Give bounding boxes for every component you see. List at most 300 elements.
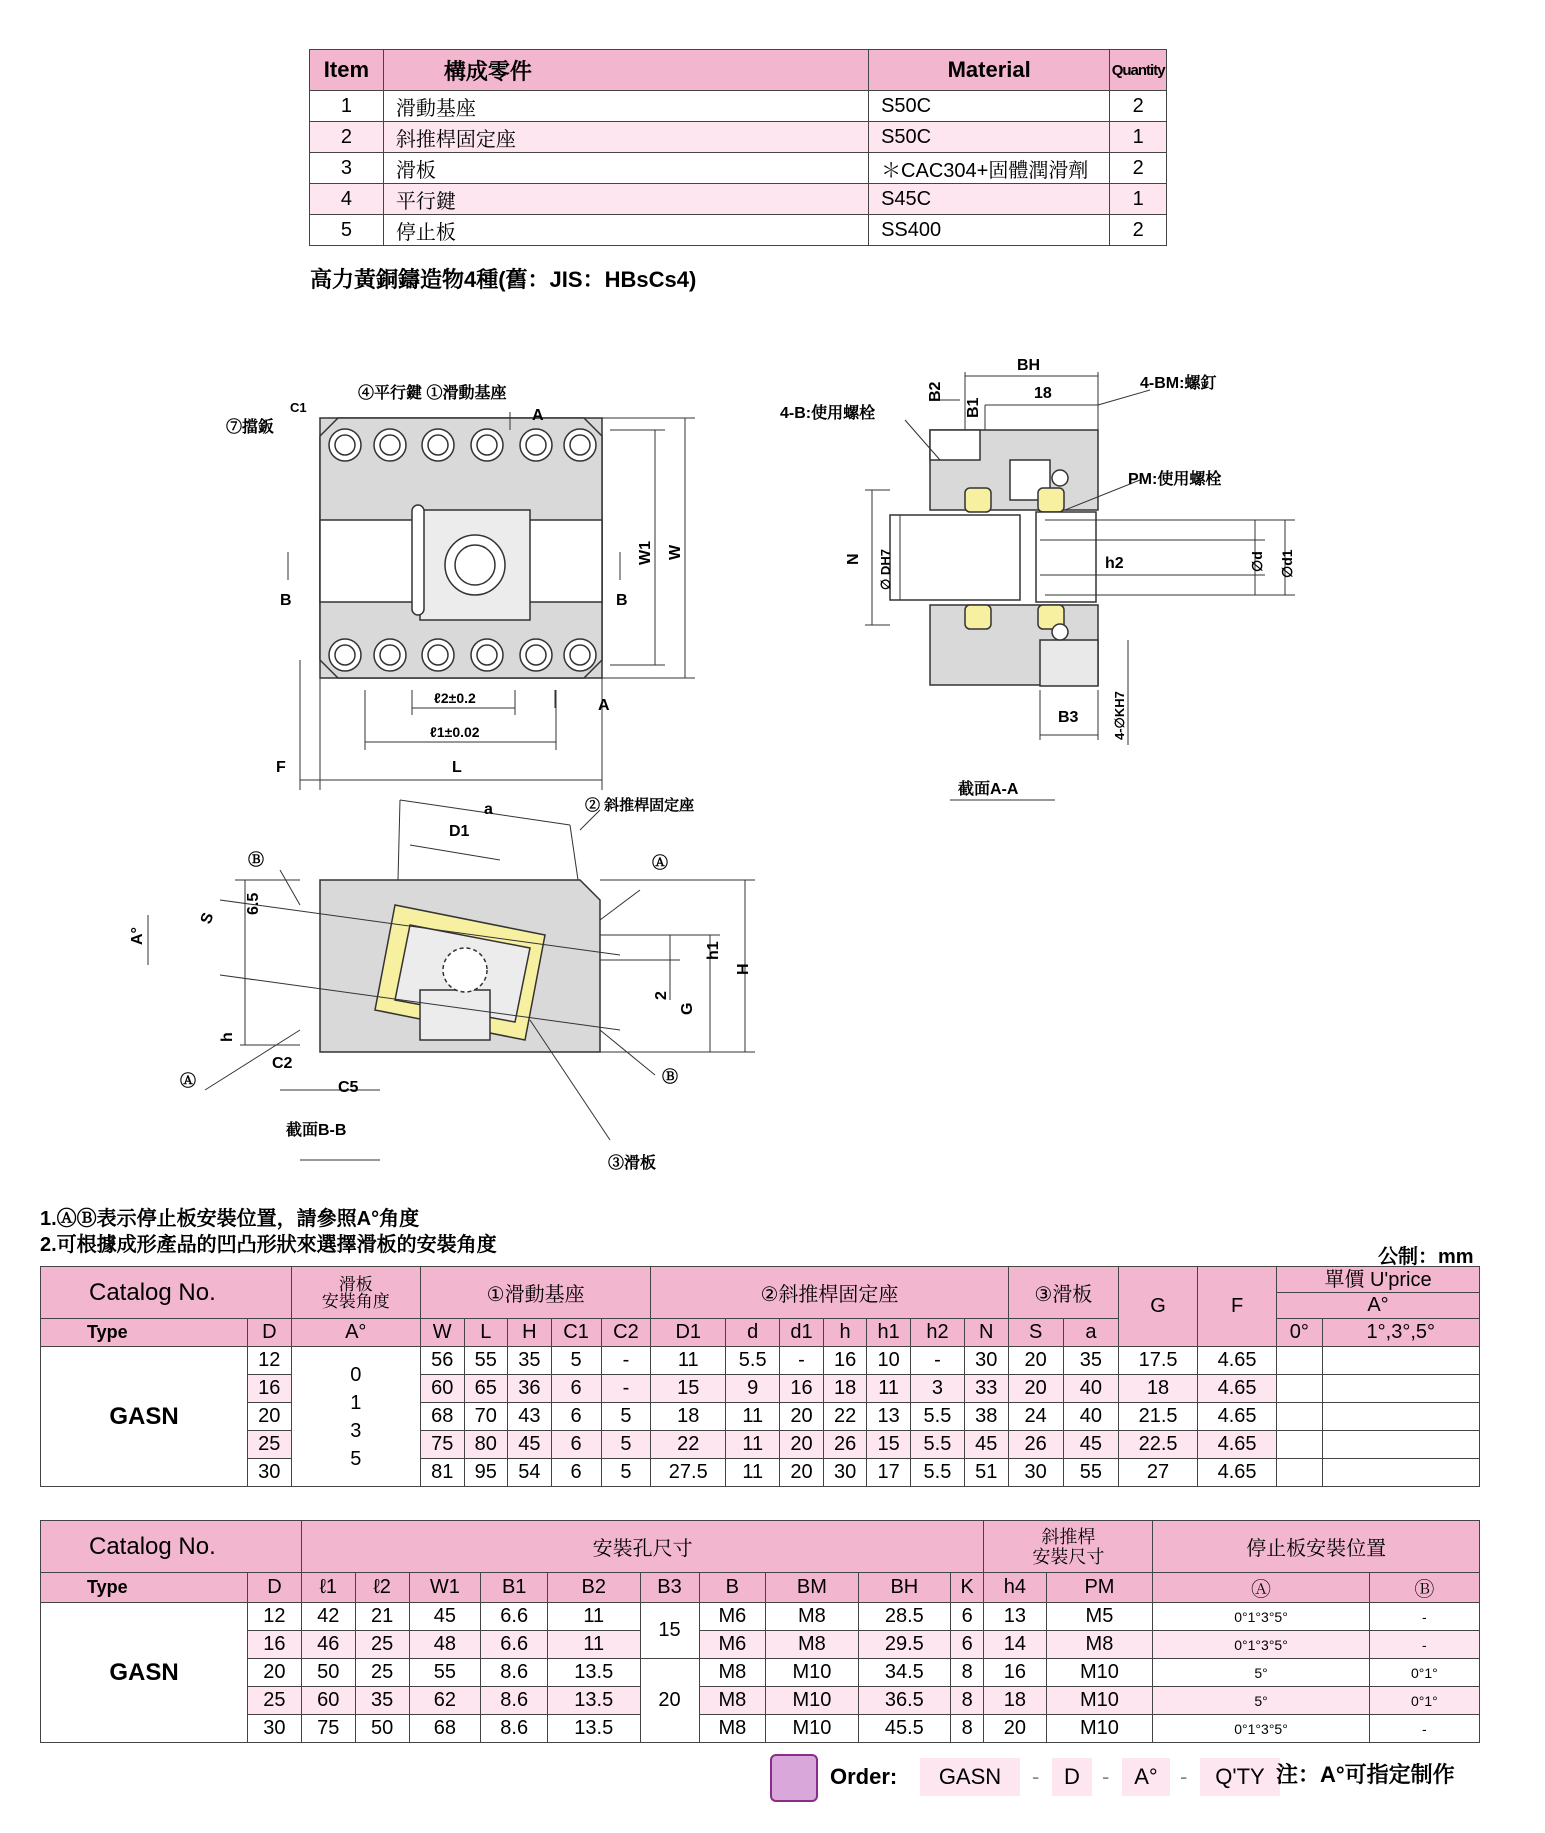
- table-cell: -: [601, 1347, 651, 1375]
- item-header: Item: [310, 50, 384, 91]
- material-cell: SS400: [869, 215, 1110, 246]
- table-cell: 0°1°3°5°: [1153, 1631, 1369, 1659]
- table-row: [41, 1431, 1480, 1459]
- col-header: BM: [766, 1573, 858, 1603]
- table-cell: 95: [464, 1459, 508, 1487]
- col-header: PM: [1046, 1573, 1153, 1603]
- table-cell: -: [601, 1375, 651, 1403]
- pm-bolt-label: PM:使用螺栓: [1128, 471, 1222, 488]
- b3-cell: 20: [640, 1659, 699, 1743]
- phone-icon: [770, 1754, 818, 1802]
- table-cell: 40: [1063, 1375, 1118, 1403]
- table-cell: -: [1369, 1631, 1479, 1659]
- table-cell: 68: [409, 1715, 481, 1743]
- table-cell: 5: [601, 1431, 651, 1459]
- table-cell: 30: [823, 1459, 867, 1487]
- circ-a-bottom: Ⓐ: [180, 1073, 197, 1090]
- slide-angle-header: 滑板 安裝角度: [291, 1267, 420, 1319]
- col-header: S: [1008, 1319, 1063, 1347]
- group3-header: ③滑板: [1008, 1267, 1119, 1319]
- part-cell: 斜推桿固定座: [383, 122, 868, 153]
- table-cell: 16: [984, 1659, 1046, 1687]
- six-five-label: 6.5: [245, 892, 262, 915]
- table-cell: M10: [766, 1715, 858, 1743]
- table-cell: 65: [464, 1375, 508, 1403]
- table-cell: 5: [551, 1347, 601, 1375]
- table-cell: 25: [248, 1687, 302, 1715]
- b3-label: B3: [1058, 709, 1079, 726]
- qty-cell: 1: [1110, 122, 1167, 153]
- col-header: h: [823, 1319, 867, 1347]
- col-header: D1: [651, 1319, 726, 1347]
- table-cell: 9: [726, 1375, 780, 1403]
- table-cell: 12: [248, 1603, 302, 1631]
- item-cell: 1: [310, 91, 384, 122]
- qty-cell: 2: [1110, 215, 1167, 246]
- table-cell: 20: [780, 1403, 824, 1431]
- table-cell: 26: [823, 1431, 867, 1459]
- table-cell: 13.5: [548, 1659, 640, 1687]
- part-cell: 平行鍵: [383, 184, 868, 215]
- col-header: a: [1063, 1319, 1118, 1347]
- table-cell: 4.65: [1198, 1347, 1277, 1375]
- table-row: [41, 1603, 1480, 1631]
- table-cell: 45: [964, 1431, 1008, 1459]
- b-mark-right: B: [616, 592, 628, 609]
- mounting-hole-inner: [428, 435, 448, 455]
- table-cell: 6: [551, 1403, 601, 1431]
- mount-header: 安裝孔尺寸: [301, 1521, 983, 1573]
- table-cell: 0°1°3°5°: [1153, 1603, 1369, 1631]
- table-cell: 50: [355, 1715, 409, 1743]
- table-cell: 8: [951, 1659, 984, 1687]
- col-header: d1: [780, 1319, 824, 1347]
- table-row: [41, 1687, 1480, 1715]
- table-row: [41, 1375, 1480, 1403]
- table-cell: 8.6: [481, 1687, 548, 1715]
- table-cell: 43: [508, 1403, 552, 1431]
- mounting-hole-inner: [477, 435, 497, 455]
- item-cell: 5: [310, 215, 384, 246]
- catalog-header-2: Catalog No.: [41, 1521, 302, 1573]
- table-cell: 46: [301, 1631, 355, 1659]
- catalog-header: Catalog No.: [41, 1267, 292, 1319]
- d-cell: 20: [248, 1403, 292, 1431]
- table-cell: 10: [867, 1347, 911, 1375]
- material-cell: S45C: [869, 184, 1110, 215]
- table-cell: 28.5: [858, 1603, 950, 1631]
- table-row: [41, 1659, 1480, 1687]
- dh7-label: ∅ DH7: [878, 549, 893, 590]
- table-cell: 14: [984, 1631, 1046, 1659]
- table-cell: M8: [766, 1603, 858, 1631]
- table-cell: 20: [984, 1715, 1046, 1743]
- table-cell: M8: [699, 1715, 766, 1743]
- table-cell: 45: [1063, 1431, 1118, 1459]
- section-aa-label: 截面A-A: [958, 781, 1019, 798]
- order-dash-1: -: [1032, 1764, 1040, 1789]
- table-cell: 75: [301, 1715, 355, 1743]
- table-cell: 20: [780, 1459, 824, 1487]
- table-cell: 5.5: [910, 1459, 964, 1487]
- table-cell: 55: [464, 1347, 508, 1375]
- w1-label: W1: [637, 541, 654, 565]
- table-cell: M10: [766, 1687, 858, 1715]
- table-cell: 26: [1008, 1431, 1063, 1459]
- f-header: F: [1198, 1267, 1277, 1347]
- mounting-hole-inner: [380, 435, 400, 455]
- table-cell: 5°: [1153, 1687, 1369, 1715]
- table-cell: 68: [420, 1403, 464, 1431]
- col-header: B2: [548, 1573, 640, 1603]
- price-header: [1277, 1267, 1480, 1319]
- c1-label: C1: [290, 400, 307, 415]
- table-cell: 80: [464, 1431, 508, 1459]
- d-cell: 12: [248, 1347, 292, 1375]
- angle-value: 3: [350, 1419, 362, 1442]
- table-cell: 27.5: [651, 1459, 726, 1487]
- col-header: BH: [858, 1573, 950, 1603]
- mounting-hole-inner: [380, 645, 400, 665]
- col-header: ℓ2: [355, 1573, 409, 1603]
- price-cell: [1322, 1347, 1479, 1375]
- type-cell: GASN: [41, 1347, 248, 1487]
- col-header: N: [964, 1319, 1008, 1347]
- price-cell: [1322, 1431, 1479, 1459]
- table-cell: 60: [301, 1687, 355, 1715]
- table-cell: 6: [951, 1631, 984, 1659]
- mounting-hole-inner: [526, 435, 546, 455]
- table-cell: 6: [951, 1603, 984, 1631]
- col-header: D: [248, 1319, 292, 1347]
- price-cell: [1322, 1375, 1479, 1403]
- table-cell: 70: [464, 1403, 508, 1431]
- table-cell: M8: [1046, 1631, 1153, 1659]
- table-cell: -: [1369, 1715, 1479, 1743]
- h2-label: h2: [1105, 555, 1124, 572]
- table-cell: 18: [984, 1687, 1046, 1715]
- top-view: [320, 418, 602, 678]
- qty-cell: 2: [1110, 91, 1167, 122]
- price-cell: [1277, 1347, 1323, 1375]
- a-mark-bottom: A: [598, 697, 610, 714]
- table-cell: 13: [984, 1603, 1046, 1631]
- table-cell: 16: [823, 1347, 867, 1375]
- angle-value: 0: [350, 1363, 362, 1386]
- table-cell: 55: [409, 1659, 481, 1687]
- table-row: [41, 1459, 1480, 1487]
- table-cell: 22.5: [1119, 1431, 1198, 1459]
- circ-b-top: Ⓑ: [248, 852, 265, 869]
- table-cell: 0°1°: [1369, 1659, 1479, 1687]
- table-cell: 30: [964, 1347, 1008, 1375]
- mounting-hole-inner: [428, 645, 448, 665]
- table-cell: 13.5: [548, 1715, 640, 1743]
- col-header: ℓ1: [301, 1573, 355, 1603]
- table-cell: M10: [1046, 1687, 1153, 1715]
- b3-cell: 15: [640, 1603, 699, 1659]
- table-cell: 18: [651, 1403, 726, 1431]
- table-cell: 48: [409, 1631, 481, 1659]
- item-cell: 3: [310, 153, 384, 184]
- order-angle: A°: [1122, 1758, 1170, 1796]
- table-cell: 11: [548, 1603, 640, 1631]
- stopper-label: ⑦擋鈑: [226, 419, 275, 436]
- group1-header: ①滑動基座: [420, 1267, 650, 1319]
- table-cell: 29.5: [858, 1631, 950, 1659]
- table-cell: M8: [766, 1631, 858, 1659]
- table-cell: 13: [867, 1403, 911, 1431]
- table-row: [41, 1631, 1480, 1659]
- item-cell: 2: [310, 122, 384, 153]
- table-cell: 8: [951, 1715, 984, 1743]
- table-cell: M8: [699, 1659, 766, 1687]
- col-header: W: [420, 1319, 464, 1347]
- price-angle: A°: [1277, 1292, 1479, 1317]
- table-cell: 13.5: [548, 1687, 640, 1715]
- table-cell: 17.5: [1119, 1347, 1198, 1375]
- note-2: 2.可根據成形產品的凹凸形狀來選擇滑板的安裝角度: [40, 1234, 497, 1256]
- price-cell: [1277, 1375, 1323, 1403]
- table-cell: 4.65: [1198, 1403, 1277, 1431]
- table-cell: 34.5: [858, 1659, 950, 1687]
- col-header: Ⓑ: [1369, 1573, 1479, 1603]
- table-cell: 15: [867, 1431, 911, 1459]
- d-cell: 16: [248, 1375, 292, 1403]
- spec-table-1: [40, 1266, 1480, 1487]
- table-cell: 30: [1008, 1459, 1063, 1487]
- mounting-hole-inner: [477, 645, 497, 665]
- table-cell: 36: [508, 1375, 552, 1403]
- unit-label: 公制：mm: [1378, 1246, 1474, 1268]
- d-cell: 30: [248, 1459, 292, 1487]
- price-cell: [1277, 1431, 1323, 1459]
- a-deg-label: A°: [129, 927, 146, 945]
- h-small-label: h: [219, 1032, 236, 1042]
- bh-label: BH: [1017, 357, 1041, 374]
- col-header: A°: [291, 1319, 420, 1347]
- circ-a-top: Ⓐ: [652, 855, 669, 872]
- table-cell: 11: [726, 1431, 780, 1459]
- angle-cell: [291, 1347, 420, 1487]
- table-cell: 11: [867, 1375, 911, 1403]
- table-cell: M6: [699, 1603, 766, 1631]
- g-header: G: [1119, 1267, 1198, 1347]
- table-cell: 20: [1008, 1347, 1063, 1375]
- col-header: C1: [551, 1319, 601, 1347]
- order-label: Order:: [830, 1764, 898, 1789]
- table-cell: 27: [1119, 1459, 1198, 1487]
- eighteen-label: 18: [1034, 385, 1052, 402]
- col-header: Ⓐ: [1153, 1573, 1369, 1603]
- table-cell: 35: [508, 1347, 552, 1375]
- h-big-label: H: [735, 963, 752, 975]
- type-col: Type: [41, 1573, 248, 1603]
- price-cell: [1277, 1459, 1323, 1487]
- mounting-hole-inner: [570, 645, 590, 665]
- two-label: 2: [653, 991, 670, 1000]
- col-header: L: [464, 1319, 508, 1347]
- bm-screw-label: 4-BM:螺釘: [1140, 375, 1217, 392]
- table-cell: 16: [780, 1375, 824, 1403]
- d1-dim-label: D1: [449, 823, 470, 840]
- col-header: h1: [867, 1319, 911, 1347]
- table-cell: 18: [1119, 1375, 1198, 1403]
- table-cell: M6: [699, 1631, 766, 1659]
- material-cell: S50C: [869, 91, 1110, 122]
- table-cell: 0°1°: [1369, 1687, 1479, 1715]
- s-label: S: [197, 910, 218, 927]
- table-row: [41, 1347, 1480, 1375]
- table-cell: 51: [964, 1459, 1008, 1487]
- b-bolt-label: 4-B:使用螺栓: [780, 405, 876, 422]
- part-cell: 停止板: [383, 215, 868, 246]
- col-header: h2: [910, 1319, 964, 1347]
- type-cell: GASN: [41, 1603, 248, 1743]
- quantity-header: Quantity: [1110, 50, 1167, 91]
- part-cell: 滑動基座: [383, 91, 868, 122]
- circ-b-bottom: Ⓑ: [662, 1069, 679, 1086]
- d-cell: 25: [248, 1431, 292, 1459]
- table-cell: 5.5: [726, 1347, 780, 1375]
- table-cell: 6: [551, 1459, 601, 1487]
- table-cell: 5.5: [910, 1431, 964, 1459]
- item-cell: 4: [310, 184, 384, 215]
- notes: [40, 1206, 497, 1258]
- slide-plate-label: ③滑板: [608, 1155, 657, 1172]
- table-cell: 4.65: [1198, 1375, 1277, 1403]
- table-cell: 75: [420, 1431, 464, 1459]
- table-cell: 25: [355, 1659, 409, 1687]
- qty-cell: 1: [1110, 184, 1167, 215]
- price-col-header: 1°,3°,5°: [1322, 1319, 1479, 1347]
- table-cell: 8: [951, 1687, 984, 1715]
- qty-cell: 2: [1110, 153, 1167, 184]
- col-header: K: [951, 1573, 984, 1603]
- table-row: [41, 1403, 1480, 1431]
- table-cell: 20: [780, 1431, 824, 1459]
- mounting-hole-inner: [570, 435, 590, 455]
- table-cell: 20: [248, 1659, 302, 1687]
- b2-label: B2: [927, 381, 944, 402]
- angle-value: 1: [350, 1391, 362, 1414]
- d1-label: ∅d1: [1279, 549, 1295, 578]
- order-bar: [770, 1752, 1490, 1804]
- mounting-hole-inner: [335, 435, 355, 455]
- material-cell: S50C: [869, 122, 1110, 153]
- table-cell: 4.65: [1198, 1459, 1277, 1487]
- table-cell: 0°1°3°5°: [1153, 1715, 1369, 1743]
- table-cell: -: [780, 1347, 824, 1375]
- order-dash-2: -: [1102, 1764, 1110, 1789]
- table-cell: 55: [1063, 1459, 1118, 1487]
- table-cell: 81: [420, 1459, 464, 1487]
- table-cell: 15: [651, 1375, 726, 1403]
- col-header: h4: [984, 1573, 1046, 1603]
- order-note: 注：A°可指定制作: [1276, 1762, 1455, 1787]
- table-cell: 35: [1063, 1347, 1118, 1375]
- table-cell: 40: [1063, 1403, 1118, 1431]
- col-header: W1: [409, 1573, 481, 1603]
- table-cell: 45: [409, 1603, 481, 1631]
- stop-pos-header: 停止板安裝位置: [1153, 1521, 1480, 1573]
- table-cell: 4.65: [1198, 1431, 1277, 1459]
- kh7-label: 4-∅KH7: [1112, 691, 1127, 740]
- order-type: GASN: [920, 1758, 1020, 1796]
- part-cell: 滑板: [383, 153, 868, 184]
- l-label: L: [452, 759, 462, 776]
- col-header: H: [508, 1319, 552, 1347]
- table-cell: M10: [766, 1659, 858, 1687]
- col-header: D: [248, 1573, 302, 1603]
- table-cell: 38: [964, 1403, 1008, 1431]
- table-cell: 11: [548, 1631, 640, 1659]
- section-bb: [320, 880, 600, 1052]
- a-dim-label: a: [484, 801, 493, 818]
- col-header: B: [699, 1573, 766, 1603]
- table-cell: 42: [301, 1603, 355, 1631]
- col-header: d: [726, 1319, 780, 1347]
- table-cell: 56: [420, 1347, 464, 1375]
- table-cell: 21.5: [1119, 1403, 1198, 1431]
- table-cell: M10: [1046, 1715, 1153, 1743]
- c5-label: C5: [338, 1079, 359, 1096]
- table-cell: 17: [867, 1459, 911, 1487]
- table-cell: 5.5: [910, 1403, 964, 1431]
- table-cell: 5°: [1153, 1659, 1369, 1687]
- c2-label: C2: [272, 1055, 293, 1072]
- order-qty: Q'TY: [1200, 1758, 1280, 1796]
- part-header: 構成零件: [383, 50, 868, 91]
- price-title: 單價 U'price: [1324, 1269, 1432, 1291]
- table-cell: 45: [508, 1431, 552, 1459]
- table-cell: 24: [1008, 1403, 1063, 1431]
- mounting-hole-inner: [526, 645, 546, 665]
- material-header: Material: [869, 50, 1110, 91]
- table-cell: M10: [1046, 1659, 1153, 1687]
- table-cell: 30: [248, 1715, 302, 1743]
- holder-label: ② 斜推桿固定座: [585, 797, 695, 814]
- b-mark-left: B: [280, 592, 292, 609]
- material-cell: ＊CAC304+固體潤滑劑: [869, 153, 1110, 184]
- angle-value: 5: [350, 1447, 362, 1470]
- type-col: Type: [41, 1319, 248, 1347]
- table-cell: M8: [699, 1687, 766, 1715]
- h1-label: h1: [705, 941, 722, 960]
- table-cell: 60: [420, 1375, 464, 1403]
- table-cell: 22: [823, 1403, 867, 1431]
- order-dash-3: -: [1180, 1764, 1188, 1789]
- table-cell: 18: [823, 1375, 867, 1403]
- l2-label: ℓ2±0.2: [434, 690, 476, 706]
- b1-label: B1: [965, 397, 982, 418]
- table-cell: 33: [964, 1375, 1008, 1403]
- key-base-label: ④平行鍵 ①滑動基座: [358, 385, 507, 402]
- order-d: D: [1052, 1758, 1092, 1796]
- a-mark-top: A: [532, 407, 544, 424]
- section-aa: [890, 430, 1098, 686]
- w-label: W: [667, 544, 684, 560]
- table-cell: 21: [355, 1603, 409, 1631]
- table-cell: 6.6: [481, 1631, 548, 1659]
- table-cell: 25: [355, 1631, 409, 1659]
- table-cell: 11: [651, 1347, 726, 1375]
- table-cell: 16: [248, 1631, 302, 1659]
- group2-header: ②斜推桿固定座: [651, 1267, 1008, 1319]
- table-cell: 36.5: [858, 1687, 950, 1715]
- table-cell: -: [910, 1347, 964, 1375]
- col-header: B3: [640, 1573, 699, 1603]
